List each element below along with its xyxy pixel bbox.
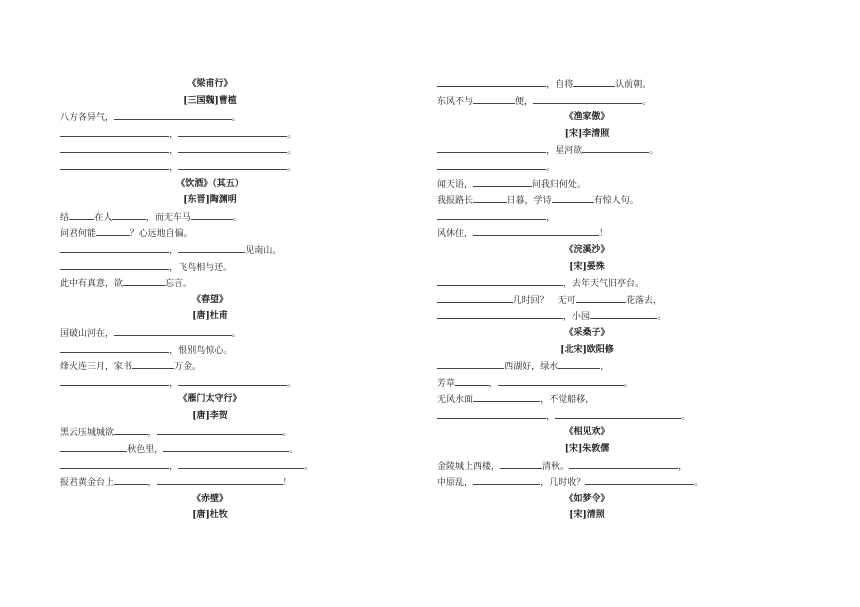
poem-line	[437, 358, 737, 375]
text-fragment: 问君何能	[60, 229, 97, 240]
text-fragment: ，恨别鸟惊心。	[169, 345, 233, 356]
fill-in-blank[interactable]	[500, 458, 542, 469]
fill-in-blank[interactable]	[114, 424, 148, 435]
fill-in-blank[interactable]	[437, 358, 504, 369]
text-fragment: 认前朝。	[615, 80, 652, 90]
poem-author: [唐]李贺	[192, 410, 228, 421]
text-fragment: 中原乱，	[437, 478, 474, 489]
fill-in-blank[interactable]	[60, 441, 127, 452]
fill-in-blank[interactable]	[437, 275, 563, 286]
poem-title: 《春望》	[191, 294, 228, 305]
poem-author: [三国魏]曹植	[183, 95, 237, 106]
fill-in-blank[interactable]	[473, 391, 540, 402]
fill-in-blank[interactable]	[437, 209, 546, 220]
fill-in-blank[interactable]	[112, 209, 146, 220]
text-fragment: 。	[304, 461, 314, 472]
text-fragment: ，	[169, 461, 179, 472]
text-fragment: 花落去，	[626, 295, 663, 306]
poem-line	[437, 375, 737, 392]
poem-line	[437, 458, 737, 475]
text-fragment: 日暮，学诗	[506, 196, 552, 207]
poem-title: 《浣溪沙》	[564, 244, 610, 255]
fill-in-blank[interactable]	[60, 142, 169, 153]
text-fragment: 。	[232, 212, 242, 223]
text-fragment: 东风不与	[437, 96, 474, 107]
poem-line	[437, 192, 737, 209]
text-fragment: ，	[169, 146, 179, 157]
poem-title: 《相见欢》	[564, 427, 610, 438]
text-fragment: ，	[488, 378, 498, 389]
text-fragment: 见南山。	[245, 245, 282, 256]
text-fragment: ，小园	[563, 312, 591, 323]
text-fragment: ！	[282, 478, 292, 489]
poem-line	[437, 93, 737, 110]
fill-in-blank[interactable]	[178, 242, 245, 253]
poem-line	[437, 391, 737, 408]
fill-in-blank[interactable]	[569, 458, 678, 469]
poem-author: [东晋]陶渊明	[183, 195, 237, 206]
text-fragment: 。	[694, 478, 704, 489]
fill-in-blank[interactable]	[473, 192, 507, 203]
fill-in-blank[interactable]	[498, 375, 624, 386]
text-fragment: 。	[282, 428, 292, 439]
fill-in-blank[interactable]	[60, 259, 169, 270]
poem-line	[437, 176, 737, 193]
poem-line	[60, 259, 360, 276]
text-fragment: 问我归何处。	[531, 179, 586, 190]
fill-in-blank[interactable]	[114, 474, 148, 485]
fill-in-blank[interactable]	[114, 109, 232, 120]
text-fragment: 。	[649, 146, 659, 157]
text-fragment: ，	[147, 478, 157, 489]
fill-in-blank[interactable]	[573, 76, 615, 87]
text-fragment: 报君黄金台上	[60, 478, 115, 489]
poem-line	[437, 142, 737, 159]
poem-line	[60, 126, 360, 143]
fill-in-blank[interactable]	[178, 458, 304, 469]
text-fragment: 此中有真意，欲	[60, 279, 124, 290]
poem-author: [宋]清照	[569, 510, 605, 521]
text-fragment: ，	[678, 461, 688, 472]
fill-in-blank[interactable]	[157, 424, 283, 435]
fill-in-blank[interactable]	[437, 292, 513, 303]
poem-line	[437, 275, 737, 292]
poem-line	[437, 292, 737, 309]
text-fragment: 。	[289, 445, 299, 456]
text-fragment: ，	[546, 212, 556, 223]
fill-in-blank[interactable]	[178, 375, 287, 386]
text-fragment: 忘言。	[165, 279, 193, 290]
text-fragment: 。	[546, 162, 556, 173]
fill-in-blank[interactable]	[437, 408, 546, 419]
fill-in-blank[interactable]	[60, 342, 169, 353]
poem-line	[60, 325, 360, 342]
fill-in-blank[interactable]	[69, 209, 94, 220]
text-fragment: ，	[169, 129, 179, 140]
fill-in-blank[interactable]	[473, 474, 540, 485]
right-column	[437, 76, 737, 524]
text-fragment: ，飞鸟相与还。	[169, 262, 233, 273]
fill-in-blank[interactable]	[558, 358, 600, 369]
text-fragment: 闻天语，	[437, 179, 474, 190]
text-fragment: 秋色里，	[127, 445, 164, 456]
fill-in-blank[interactable]	[455, 375, 489, 386]
poem-line	[437, 308, 737, 325]
text-fragment: 我报路长	[437, 196, 474, 207]
poem-line	[60, 474, 360, 491]
fill-in-blank[interactable]	[157, 474, 283, 485]
text-fragment: 在人	[94, 212, 113, 223]
fill-in-blank[interactable]	[576, 292, 626, 303]
poem-line	[437, 209, 737, 226]
poem-line	[60, 275, 360, 292]
fill-in-blank[interactable]	[60, 242, 169, 253]
text-fragment: 。	[623, 378, 633, 389]
text-fragment: 。	[657, 312, 667, 323]
poem-line	[60, 441, 360, 458]
text-fragment: 。	[231, 328, 241, 339]
poem-line	[60, 109, 360, 126]
poem-line	[437, 159, 737, 176]
poem-author: [宋]李清照	[564, 128, 610, 139]
fill-in-blank[interactable]	[585, 474, 694, 485]
fill-in-blank[interactable]	[178, 126, 287, 137]
poem-title: 《采桑子》	[564, 327, 610, 338]
text-fragment: 黑云压城城欲	[60, 428, 115, 439]
text-fragment: 有惊人句。	[593, 196, 639, 207]
left-column	[60, 76, 360, 524]
text-fragment: ，不觉船移，	[540, 395, 595, 406]
poem-author: [宋]朱敦儒	[564, 444, 610, 455]
fill-in-blank[interactable]	[60, 159, 169, 170]
fill-in-blank[interactable]	[178, 159, 287, 170]
text-fragment: 。	[287, 162, 297, 173]
poem-line	[60, 458, 360, 475]
fill-in-blank[interactable]	[60, 375, 169, 386]
poem-line	[60, 358, 360, 375]
text-fragment: 万金。	[174, 362, 202, 373]
text-fragment: ，自将	[546, 80, 574, 90]
fill-in-blank[interactable]	[437, 308, 563, 319]
text-fragment: 无风水面	[437, 395, 474, 406]
text-fragment: 八方各异气，	[60, 113, 115, 124]
poem-line	[60, 225, 360, 242]
text-fragment: 国破山河在，	[60, 328, 115, 339]
text-fragment: 便，	[515, 96, 534, 107]
fill-in-blank[interactable]	[473, 225, 599, 236]
text-fragment: 清秋。	[542, 461, 570, 472]
fill-in-blank[interactable]	[96, 225, 130, 236]
fill-in-blank[interactable]	[473, 93, 515, 104]
fill-in-blank[interactable]	[533, 93, 642, 104]
poem-author: [宋]晏殊	[569, 261, 605, 272]
fill-in-blank[interactable]	[555, 408, 681, 419]
text-fragment: 。	[231, 113, 241, 124]
poem-line	[60, 424, 360, 441]
fill-in-blank[interactable]	[114, 325, 232, 336]
fill-in-blank[interactable]	[178, 142, 287, 153]
poem-title: 《赤壁》	[191, 493, 228, 504]
text-fragment: 金陵城上西楼，	[437, 461, 501, 472]
text-fragment: 结	[60, 212, 70, 223]
poem-line	[437, 76, 737, 93]
poem-line	[60, 142, 360, 159]
text-fragment: ？心远地自偏。	[129, 229, 193, 240]
fill-in-blank[interactable]	[132, 358, 174, 369]
poem-line	[60, 159, 360, 176]
fill-in-blank[interactable]	[191, 209, 233, 220]
poem-author: [北宋]欧阳修	[560, 344, 614, 355]
text-fragment: ，	[546, 411, 556, 422]
text-fragment: 几时回？ 无可	[512, 295, 576, 306]
text-fragment: ，	[600, 362, 610, 373]
poem-line	[60, 242, 360, 259]
fill-in-blank[interactable]	[60, 458, 169, 469]
poem-line	[437, 408, 737, 425]
fill-in-blank[interactable]	[590, 308, 657, 319]
fill-in-blank[interactable]	[473, 176, 532, 187]
text-fragment: ！	[599, 229, 609, 240]
poem-author: [唐]杜牧	[192, 510, 228, 521]
text-fragment: 。	[642, 96, 652, 107]
text-fragment: 。	[287, 129, 297, 140]
poem-author: [唐]杜甫	[192, 311, 228, 322]
text-fragment: ，	[169, 378, 179, 389]
text-fragment: 西湖好，绿水	[504, 362, 559, 373]
text-fragment: ，几时收？	[540, 478, 586, 489]
text-fragment: ，而无车马	[145, 212, 191, 223]
poem-line	[60, 342, 360, 359]
fill-in-blank[interactable]	[437, 142, 546, 153]
poem-title: 《如梦令》	[564, 493, 610, 504]
text-fragment: ，星河欲	[546, 146, 583, 157]
poem-title: 《饮酒》（其五）	[176, 178, 244, 189]
poem-title: 《渔家傲》	[564, 112, 610, 123]
poem-line	[437, 474, 737, 491]
text-fragment: 。	[287, 378, 297, 389]
text-fragment: ，	[147, 428, 157, 439]
text-fragment: ，	[169, 162, 179, 173]
text-fragment: ，	[169, 245, 179, 256]
text-fragment: 。	[681, 411, 691, 422]
text-fragment: 芳草	[437, 378, 456, 389]
text-fragment: 。	[287, 146, 297, 157]
poem-line	[60, 209, 360, 226]
fill-in-blank[interactable]	[552, 192, 594, 203]
text-fragment: 烽火连三月，家书	[60, 362, 133, 373]
fill-in-blank[interactable]	[437, 76, 546, 87]
text-fragment: ，去年天气旧亭台。	[563, 279, 645, 290]
text-fragment: 风休住，	[437, 229, 474, 240]
fill-in-blank[interactable]	[582, 142, 649, 153]
fill-in-blank[interactable]	[163, 441, 289, 452]
fill-in-blank[interactable]	[437, 159, 546, 170]
fill-in-blank[interactable]	[60, 126, 169, 137]
poem-title: 《梁甫行》	[187, 79, 233, 89]
poem-line	[60, 375, 360, 392]
poem-line	[437, 225, 737, 242]
poem-title: 《雁门太守行》	[178, 394, 242, 405]
fill-in-blank[interactable]	[123, 275, 165, 286]
